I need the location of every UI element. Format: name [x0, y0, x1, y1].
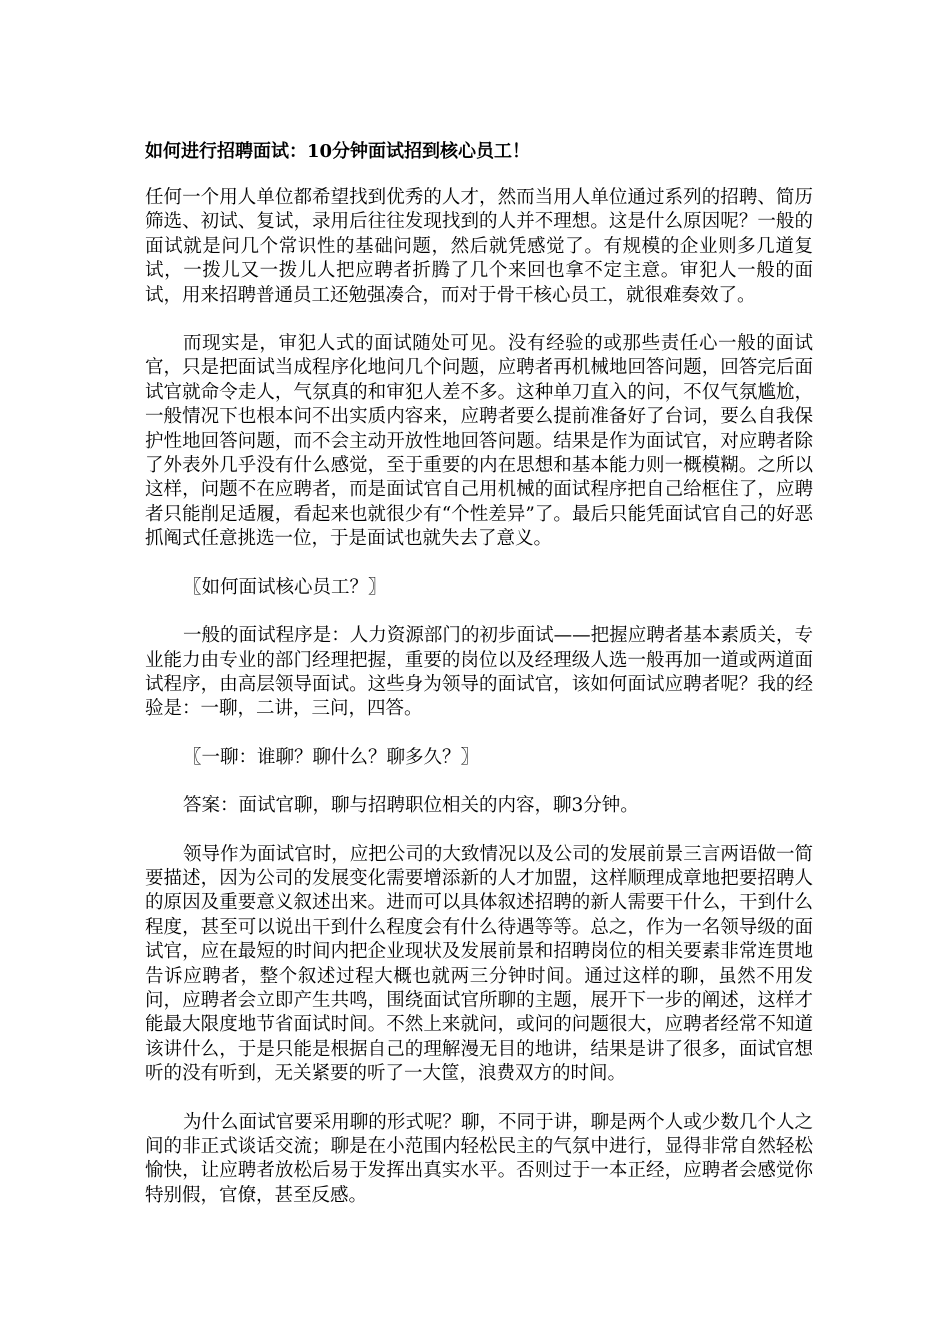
- document-page: [145, 140, 813, 1232]
- document-title: 如何进行招聘面试：10分钟面试招到核心员工！: [145, 141, 531, 162]
- section-heading-how-to-interview: 〖如何面试核心员工？〗: [183, 576, 387, 598]
- paragraph-reality: 而现实是，审犯人式的面试随处可见。没有经验的或那些责任心一般的面试官，只是把面试当成程序化地问几个问题，应聘者再机械地回答问题，回答完后面试官就命令走人，气氛真的和审犯人差不多。这种单刀直入的问，不仅气氛尴尬，一般情况下也根本问不出实质内容来，应聘者要么提前准备好了台词，要么自我保护性地回答问题，而不会主动开放性地回答问题。结果是作为面试官，对应聘者除了外表外几乎没有什么感觉，至于重要的内在思想和基本能力则一概模糊。之所以这样，问题不在应聘者，而是面试官自己用机械的面试程序把自己给框住了，应聘者只能削足适履，看起来也就很少有“个性差异”了。最后只能凭面试官自己的好恶抓阄式任意挑选一位，于是面试也就失去了意义。: [145, 333, 813, 550]
- paragraph-answer: 答案：面试官聊，聊与招聘职位相关的内容，聊3分钟。: [183, 795, 639, 817]
- paragraph-leader-as-interviewer: 领导作为面试官时，应把公司的大致情况以及公司的发展前景三言两语做一简要描述，因为公司的发展变化需要增添新的人才加盟，这样顺理成章地把要招聘人的原因及重要意义叙述出来。进而可以具体叙述招聘的新人需要干什么，干到什么程度，甚至可以说出干到什么程度会有什么待遇等等。总之，作为一名领导级的面试官，应在最短的时间内把企业现状及发展前景和招聘岗位的相关要素非常连贯地告诉应聘者，整个叙述过程大概也就两三分钟时间。通过这样的聊，虽然不用发问，应聘者会立即产生共鸣，围绕面试官所聊的主题，展开下一步的阐述，这样才能最大限度地节省面试时间。不然上来就问，或问的问题很大，应聘者经常不知道该讲什么，于是只能是根据自己的理解漫无目的地讲，结果是讲了很多，面试官想听的没有听到，无关紧要的听了一大筐，浪费双方的时间。: [145, 843, 813, 1085]
- paragraph-why-chat: 为什么面试官要采用聊的形式呢？聊，不同于讲，聊是两个人或少数几个人之间的非正式谈话交流；聊是在小范围内轻松民主的气氛中进行，显得非常自然轻松愉快，让应聘者放松后易于发挥出真实水平。否则过于一本正经，应聘者会感觉你特别假，官僚，甚至反感。: [145, 1111, 813, 1206]
- paragraph-intro: 任何一个用人单位都希望找到优秀的人才，然而当用人单位通过系列的招聘、简历筛选、初试、复试，录用后往往发现找到的人并不理想。这是什么原因呢？一般的面试就是问几个常识性的基础问题，然后就凭感觉了。有规模的企业则多几道复试，一拨儿又一拨儿人把应聘者折腾了几个来回也拿不定主意。审犯人一般的面试，用来招聘普通员工还勉强凑合，而对于骨干核心员工，就很难奏效了。: [145, 187, 813, 306]
- section-heading-chat: 〖一聊：谁聊？聊什么？聊多久？〗: [183, 746, 480, 768]
- paragraph-interview-procedure: 一般的面试程序是：人力资源部门的初步面试——把握应聘者基本素质关，专业能力由专业的部门经理把握，重要的岗位以及经理级人选一般再加一道或两道面试程序，由高层领导面试。这些身为领导的面试官，该如何面试应聘者呢？我的经验是：一聊，二讲，三问，四答。: [145, 625, 813, 720]
